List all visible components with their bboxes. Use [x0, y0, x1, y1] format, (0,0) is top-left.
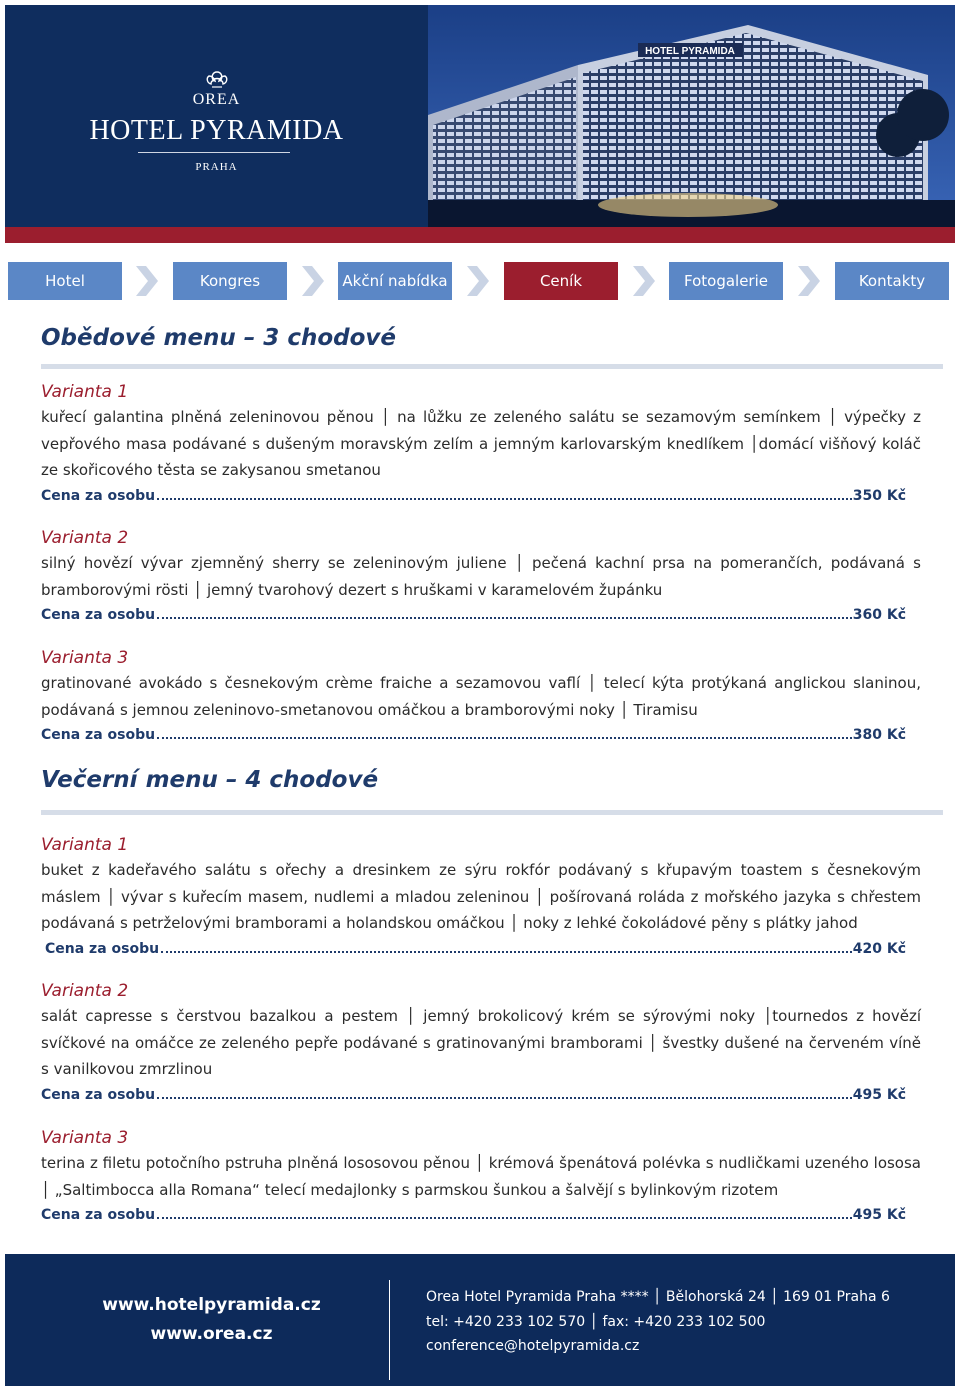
price-row	[41, 605, 906, 625]
price-value: 495 Kč	[852, 1207, 906, 1223]
variant-description: kuřecí galantina plněná zeleninovou pěnou │ na lůžku ze zeleného salátu se sezamovým semínkem │ výpečky z vepřového masa podávané s dušeným moravským zelím a jemným karlovarským knedlíkem │domácí višňový koláč ze skořicového těsta se zakysanou smetanou	[41, 408, 921, 479]
variant-title: Varianta 1	[41, 835, 129, 855]
price-label: Cena za osobu	[41, 1086, 156, 1103]
nav-fotogalerie[interactable]: Fotogalerie	[669, 262, 783, 300]
variant-title: Varianta 1	[41, 382, 129, 402]
page-footer	[5, 1254, 955, 1386]
footer-divider	[389, 1280, 390, 1380]
price-value: 350 Kč	[852, 487, 906, 504]
photo-sign: HOTEL PYRAMIDA	[645, 46, 735, 57]
address-line: Orea Hotel Pyramida Praha **** │ Bělohorská 24 │ 169 01 Praha 6	[426, 1289, 890, 1305]
chevron-right-icon	[463, 264, 491, 298]
brand-city: PRAHA	[195, 161, 238, 173]
price-label: Cena za osobu	[45, 940, 160, 957]
variant-description: silný hovězí vývar zjemněný sherry se zeleninovým juliene │ pečená kachní prsa na pomerančích, podávaná s bramborovými rösti │ jemný tvarohový dezert s hruškami v karamelovém župánku	[41, 554, 921, 599]
hotel-logo[interactable]	[5, 5, 428, 227]
chevron-right-icon	[629, 264, 657, 298]
price-row	[41, 1205, 906, 1225]
main-navigation	[8, 262, 952, 300]
variant-title: Varianta 3	[41, 648, 129, 668]
brand-orea: OREA	[192, 91, 241, 108]
price-value: 380 Kč	[852, 727, 906, 743]
dinner-menu-title: Večerní menu – 4 chodové	[41, 767, 379, 793]
variant-title: Varianta 2	[41, 528, 129, 548]
nav-kongres[interactable]: Kongres	[173, 262, 287, 300]
leader-dots	[157, 498, 852, 500]
nav-akcni-nabidka[interactable]: Akční nabídka	[338, 262, 452, 300]
brand-hotel-name: HOTEL PYRAMIDA	[89, 115, 344, 146]
price-value: 420 Kč	[852, 940, 906, 957]
dinner-variant-1	[41, 835, 921, 959]
price-label: Cena za osobu	[41, 487, 156, 504]
phone-line: tel: +420 233 102 570 │ fax: +420 233 102 500	[426, 1313, 766, 1330]
nav-cenik[interactable]: Ceník	[504, 262, 618, 300]
section-divider	[41, 364, 943, 369]
variant-description: buket z kadeřavého salátu s ořechy a dresinkem ze sýru rokfór podávaný s křupavým toastem s česnekovým máslem │ vývar s kuřecím masem, nudlemi a mladou zeleninou │ pošírovaná roláda z mořského jazyka s chřestem podávaná s petrželovými bramborami a holandskou omáčkou │ noky z lehké čokoládové pěny s plátky jahod	[41, 861, 921, 932]
lunch-variant-3	[41, 648, 921, 745]
price-row	[41, 939, 906, 959]
variant-title: Varianta 2	[41, 981, 129, 1001]
chevron-right-icon	[132, 264, 160, 298]
leader-dots	[157, 737, 852, 739]
variant-description: gratinované avokádo s česnekovým crème fraiche a sezamovou vaflí │ telecí kýta protýkaná anglickou slaninou, podávaná s jemnou zeleninovo-smetanovou omáčkou a bramborovými noky │ Tiramisu	[41, 674, 921, 719]
price-label: Cena za osobu	[41, 607, 156, 623]
price-row	[41, 486, 906, 506]
website-link-orea[interactable]: www.orea.cz	[150, 1324, 273, 1344]
header-accent-bar	[5, 227, 955, 243]
orea-flower-icon	[203, 69, 231, 91]
leader-dots	[157, 1217, 852, 1219]
website-link-hotelpyramida[interactable]: www.hotelpyramida.cz	[102, 1295, 321, 1315]
email-link[interactable]: conference@hotelpyramida.cz	[426, 1338, 640, 1354]
price-label: Cena za osobu	[41, 727, 156, 743]
variant-title: Varianta 3	[41, 1128, 129, 1148]
price-row	[41, 1085, 906, 1105]
dinner-variant-2	[41, 981, 921, 1105]
price-label: Cena za osobu	[41, 1207, 156, 1223]
variant-description: salát capresse s čerstvou bazalkou a pestem │ jemný brokolicový krém se sýrovými noky │tournedos z hovězí svíčkové na omáčce ze zeleného pepře podávané s gratinovanými bramborami │ švestky dušené na červeném víně s vanilkovou zmrzlinou	[41, 1007, 921, 1078]
price-value: 495 Kč	[852, 1086, 906, 1103]
dinner-variant-3	[41, 1128, 921, 1225]
nav-kontakty[interactable]: Kontakty	[835, 262, 949, 300]
variant-description: terina z filetu potočního pstruha plněná lososovou pěnou │ krémová špenátová polévka s nudličkami uzeného lososa │ „Saltimbocca alla Romana“ telecí medajlonky s parmskou šunkou a šalvějí s bylinkovým rizotem	[41, 1154, 921, 1199]
leader-dots	[157, 1097, 852, 1099]
lunch-variant-1	[41, 382, 921, 506]
lunch-menu-title: Obědové menu – 3 chodové	[41, 325, 396, 351]
page-header	[5, 5, 955, 243]
price-row	[41, 725, 906, 745]
lunch-variant-2	[41, 528, 921, 625]
chevron-right-icon	[298, 264, 326, 298]
brand-divider	[138, 152, 290, 153]
hotel-building-photo	[428, 5, 955, 227]
price-value: 360 Kč	[852, 607, 906, 623]
nav-hotel[interactable]: Hotel	[8, 262, 122, 300]
leader-dots	[157, 617, 852, 619]
leader-dots	[161, 951, 852, 953]
section-divider	[41, 810, 943, 815]
contact-block	[426, 1285, 890, 1359]
chevron-right-icon	[794, 264, 822, 298]
